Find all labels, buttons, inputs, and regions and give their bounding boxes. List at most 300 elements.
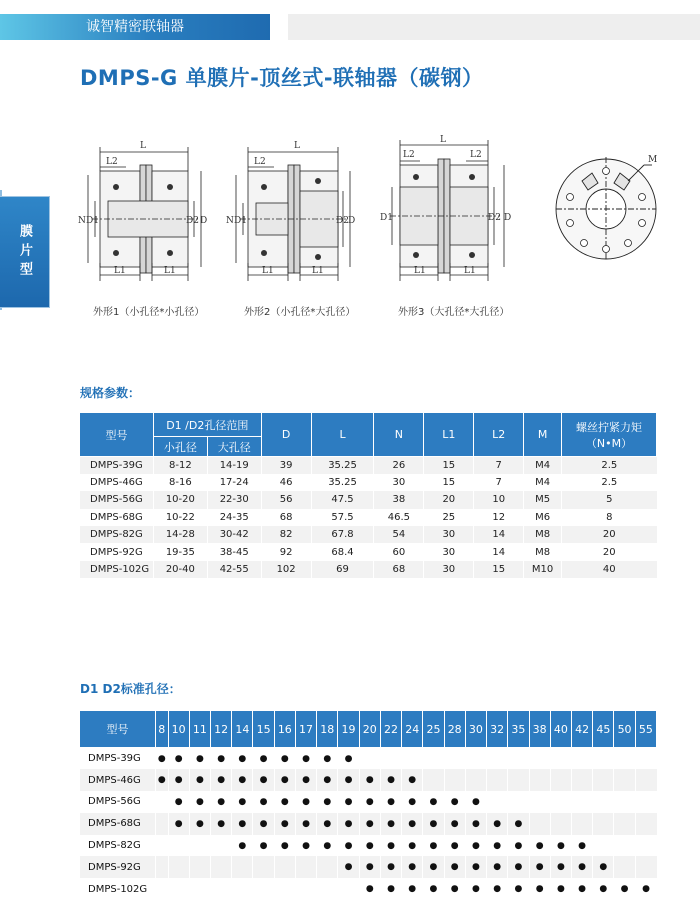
bore-available-dot: ● xyxy=(317,748,338,770)
spec-cell-m: M4 xyxy=(524,457,562,474)
th-bore-size: 8 xyxy=(156,711,169,748)
bore-cell-empty xyxy=(156,856,169,878)
spec-cell-large: 22-30 xyxy=(207,491,261,508)
bore-cell-empty xyxy=(189,835,210,857)
th-L: L xyxy=(311,413,374,457)
bore-cell-model: DMPS-68G xyxy=(80,813,156,835)
bore-available-dot: ● xyxy=(508,856,529,878)
th-bore-size: 15 xyxy=(253,711,274,748)
th-bore-range: D1 /D2孔径范围 xyxy=(153,413,261,437)
bore-available-dot: ● xyxy=(168,748,189,770)
th-bore-size: 55 xyxy=(635,711,656,748)
bore-cell-empty xyxy=(508,769,529,791)
spec-cell-n: 54 xyxy=(374,526,424,543)
bore-available-dot: ● xyxy=(402,878,423,900)
spec-cell-torque: 2.5 xyxy=(562,474,657,491)
spec-cell-l: 57.5 xyxy=(311,509,374,526)
spec-row xyxy=(80,491,657,508)
spec-table-body xyxy=(80,457,657,579)
bore-available-dot: ● xyxy=(295,835,316,857)
bore-cell-empty xyxy=(635,791,656,813)
bore-cell-empty xyxy=(156,835,169,857)
bore-available-dot: ● xyxy=(380,856,401,878)
spec-cell-l: 47.5 xyxy=(311,491,374,508)
dim-D1: D1 xyxy=(380,213,393,223)
bore-cell-empty xyxy=(571,769,592,791)
bore-available-dot: ● xyxy=(232,748,253,770)
th-bore-size: 11 xyxy=(189,711,210,748)
spec-cell-n: 30 xyxy=(374,474,424,491)
bore-available-dot: ● xyxy=(232,835,253,857)
spec-cell-l1: 20 xyxy=(424,491,474,508)
th-L2: L2 xyxy=(474,413,524,457)
bore-available-dot: ● xyxy=(465,835,486,857)
bore-available-dot: ● xyxy=(380,813,401,835)
bore-table-header xyxy=(80,711,657,748)
bore-available-dot: ● xyxy=(338,791,359,813)
drawing-shape-1 xyxy=(78,135,208,285)
spec-cell-d: 68 xyxy=(261,509,311,526)
dim-N: N xyxy=(78,216,86,226)
bore-cell-empty xyxy=(189,856,210,878)
bore-available-dot: ● xyxy=(465,878,486,900)
bore-available-dot: ● xyxy=(402,791,423,813)
bore-cell-empty xyxy=(571,791,592,813)
bore-cell-empty xyxy=(550,769,571,791)
spec-cell-torque: 5 xyxy=(562,491,657,508)
bore-cell-empty xyxy=(614,813,635,835)
bore-cell-empty xyxy=(508,748,529,770)
bore-cell-empty xyxy=(614,856,635,878)
spec-row xyxy=(80,509,657,526)
dim-D: D xyxy=(348,216,356,226)
bore-cell-empty xyxy=(253,856,274,878)
bore-cell-model: DMPS-82G xyxy=(80,835,156,857)
bore-available-dot: ● xyxy=(423,835,444,857)
bore-available-dot: ● xyxy=(402,835,423,857)
bore-cell-empty xyxy=(156,791,169,813)
dim-L1-left: L1 xyxy=(114,266,126,276)
dim-D1: D1 xyxy=(86,216,99,226)
spec-cell-l1: 30 xyxy=(424,561,474,578)
bore-available-dot: ● xyxy=(444,791,465,813)
bore-available-dot: ● xyxy=(529,835,550,857)
th-bore-size: 10 xyxy=(168,711,189,748)
spec-cell-d: 39 xyxy=(261,457,311,474)
bore-cell-empty xyxy=(571,813,592,835)
caption-shape-3: 外形3（大孔径*大孔径） xyxy=(398,307,510,318)
th-bore-size: 22 xyxy=(380,711,401,748)
bore-available-dot: ● xyxy=(444,878,465,900)
bore-cell-empty xyxy=(508,791,529,813)
spec-cell-small: 14-28 xyxy=(153,526,207,543)
th-bore-size: 12 xyxy=(211,711,232,748)
spec-cell-large: 17-24 xyxy=(207,474,261,491)
drawing-end-view xyxy=(548,135,668,265)
th-L1: L1 xyxy=(424,413,474,457)
bore-available-dot: ● xyxy=(295,813,316,835)
spec-cell-model: DMPS-39G xyxy=(80,457,154,474)
bore-available-dot: ● xyxy=(508,835,529,857)
bore-available-dot: ● xyxy=(402,813,423,835)
bore-available-dot: ● xyxy=(295,769,316,791)
spec-cell-l: 69 xyxy=(311,561,374,578)
dim-L2-left: L2 xyxy=(403,150,415,160)
spec-cell-large: 30-42 xyxy=(207,526,261,543)
spec-cell-m: M10 xyxy=(524,561,562,578)
bore-available-dot: ● xyxy=(444,835,465,857)
bore-available-dot: ● xyxy=(593,878,614,900)
bore-cell-empty xyxy=(156,878,169,900)
th-bore-size: 45 xyxy=(593,711,614,748)
bore-cell-empty xyxy=(211,856,232,878)
bore-available-dot: ● xyxy=(274,791,295,813)
bore-available-dot: ● xyxy=(359,856,380,878)
bore-available-dot: ● xyxy=(338,769,359,791)
spec-cell-n: 26 xyxy=(374,457,424,474)
spec-cell-model: DMPS-82G xyxy=(80,526,154,543)
spec-cell-small: 8-12 xyxy=(153,457,207,474)
bore-available-dot: ● xyxy=(593,856,614,878)
bore-available-dot: ● xyxy=(465,813,486,835)
spec-cell-torque: 40 xyxy=(562,561,657,578)
bore-cell-empty xyxy=(211,835,232,857)
bore-cell-empty xyxy=(593,769,614,791)
bore-row xyxy=(80,748,657,770)
spec-cell-l: 67.8 xyxy=(311,526,374,543)
bore-cell-empty xyxy=(529,791,550,813)
bore-available-dot: ● xyxy=(317,835,338,857)
spec-cell-torque: 2.5 xyxy=(562,457,657,474)
bore-cell-empty xyxy=(317,878,338,900)
bore-available-dot: ● xyxy=(380,769,401,791)
bore-available-dot: ● xyxy=(338,748,359,770)
th-bore-size: 24 xyxy=(402,711,423,748)
dim-L: L xyxy=(140,141,146,151)
spec-cell-l2: 14 xyxy=(474,543,524,560)
dim-N: N xyxy=(226,216,234,226)
bore-available-dot: ● xyxy=(189,791,210,813)
spec-cell-d: 46 xyxy=(261,474,311,491)
th-bore-size: 35 xyxy=(508,711,529,748)
bore-cell-empty xyxy=(635,856,656,878)
bore-cell-empty xyxy=(232,878,253,900)
bore-cell-empty xyxy=(593,813,614,835)
dim-D2: D2 xyxy=(186,216,199,226)
bore-available-dot: ● xyxy=(465,856,486,878)
bore-row xyxy=(80,835,657,857)
bore-cell-empty xyxy=(444,748,465,770)
bore-available-dot: ● xyxy=(529,878,550,900)
bore-available-dot: ● xyxy=(156,748,169,770)
bore-cell-model: DMPS-46G xyxy=(80,769,156,791)
header-bar xyxy=(288,14,700,40)
dim-L1-left: L1 xyxy=(262,266,274,276)
bore-available-dot: ● xyxy=(295,748,316,770)
spec-cell-m: M8 xyxy=(524,526,562,543)
bore-cell-empty xyxy=(529,748,550,770)
spec-cell-n: 68 xyxy=(374,561,424,578)
bore-cell-empty xyxy=(529,813,550,835)
dim-D1: D1 xyxy=(234,216,247,226)
bore-available-dot: ● xyxy=(253,769,274,791)
bore-available-dot: ● xyxy=(635,878,656,900)
spec-cell-l2: 7 xyxy=(474,474,524,491)
caption-shape-2: 外形2（小孔径*大孔径） xyxy=(244,307,356,318)
bore-available-dot: ● xyxy=(211,791,232,813)
bore-cell-empty xyxy=(359,748,380,770)
spec-cell-large: 14-19 xyxy=(207,457,261,474)
bore-available-dot: ● xyxy=(317,813,338,835)
bore-available-dot: ● xyxy=(168,769,189,791)
spec-cell-model: DMPS-68G xyxy=(80,509,154,526)
bore-available-dot: ● xyxy=(444,813,465,835)
bore-available-dot: ● xyxy=(359,769,380,791)
spec-cell-m: M4 xyxy=(524,474,562,491)
bore-cell-empty xyxy=(635,769,656,791)
spec-cell-m: M8 xyxy=(524,543,562,560)
bore-cell-model: DMPS-102G xyxy=(80,878,156,900)
bore-available-dot: ● xyxy=(274,748,295,770)
bore-cell-empty xyxy=(444,769,465,791)
bore-cell-empty xyxy=(550,748,571,770)
bore-cell-empty xyxy=(211,878,232,900)
dim-D: D xyxy=(200,216,208,226)
spec-cell-l2: 7 xyxy=(474,457,524,474)
bore-cell-empty xyxy=(614,835,635,857)
bore-cell-empty xyxy=(529,769,550,791)
bore-available-dot: ● xyxy=(253,813,274,835)
dim-D: D xyxy=(504,213,512,223)
bore-available-dot: ● xyxy=(380,835,401,857)
spec-cell-l1: 30 xyxy=(424,526,474,543)
bore-available-dot: ● xyxy=(359,878,380,900)
th-bore-size: 14 xyxy=(232,711,253,748)
dim-L1-left: L1 xyxy=(414,266,426,276)
dim-L: L xyxy=(440,135,446,145)
bore-cell-model: DMPS-92G xyxy=(80,856,156,878)
brand-banner xyxy=(0,14,270,40)
bore-cell-model: DMPS-56G xyxy=(80,791,156,813)
side-tab-label: 膜片型 xyxy=(17,223,32,281)
bore-available-dot: ● xyxy=(529,856,550,878)
th-bore-size: 40 xyxy=(550,711,571,748)
dim-L2-right: L2 xyxy=(470,150,482,160)
bore-available-dot: ● xyxy=(508,813,529,835)
bore-available-dot: ● xyxy=(550,835,571,857)
bore-available-dot: ● xyxy=(487,813,508,835)
spec-cell-torque: 20 xyxy=(562,526,657,543)
bore-available-dot: ● xyxy=(232,769,253,791)
spec-cell-large: 38-45 xyxy=(207,543,261,560)
bore-cell-empty xyxy=(253,878,274,900)
bore-available-dot: ● xyxy=(189,769,210,791)
bore-cell-empty xyxy=(614,769,635,791)
bore-available-dot: ● xyxy=(614,878,635,900)
bore-cell-empty xyxy=(593,791,614,813)
bore-row xyxy=(80,856,657,878)
bore-cell-empty xyxy=(156,813,169,835)
dim-L: L xyxy=(294,141,300,151)
bore-cell-empty xyxy=(317,856,338,878)
bore-available-dot: ● xyxy=(274,835,295,857)
bore-available-dot: ● xyxy=(423,791,444,813)
bore-available-dot: ● xyxy=(465,791,486,813)
th-M: M xyxy=(524,413,562,457)
bore-available-dot: ● xyxy=(359,791,380,813)
spec-cell-small: 10-22 xyxy=(153,509,207,526)
spec-cell-l1: 25 xyxy=(424,509,474,526)
bore-available-dot: ● xyxy=(380,791,401,813)
spec-row xyxy=(80,526,657,543)
bore-section-title: D1 D2标准孔径： xyxy=(80,682,181,696)
th-D: D xyxy=(261,413,311,457)
brand-name: 诚智精密联轴器 xyxy=(86,19,184,35)
spec-table xyxy=(79,412,657,578)
bore-available-dot: ● xyxy=(571,856,592,878)
dim-L1-right: L1 xyxy=(464,266,476,276)
th-bore-size: 17 xyxy=(295,711,316,748)
bore-available-dot: ● xyxy=(444,856,465,878)
bore-available-dot: ● xyxy=(317,769,338,791)
bore-cell-empty xyxy=(571,748,592,770)
spec-cell-l: 35.25 xyxy=(311,474,374,491)
bore-available-dot: ● xyxy=(295,791,316,813)
th-bore-size: 20 xyxy=(359,711,380,748)
th-small-bore: 小孔径 xyxy=(153,437,207,457)
th-bore-size: 50 xyxy=(614,711,635,748)
spec-row xyxy=(80,543,657,560)
bore-available-dot: ● xyxy=(487,856,508,878)
dim-L1-right: L1 xyxy=(164,266,176,276)
bore-available-dot: ● xyxy=(211,748,232,770)
dim-D2: D2 xyxy=(336,216,349,226)
dim-D2: D2 xyxy=(488,213,501,223)
bore-available-dot: ● xyxy=(338,813,359,835)
spec-cell-model: DMPS-46G xyxy=(80,474,154,491)
spec-cell-small: 8-16 xyxy=(153,474,207,491)
th-bore-size: 16 xyxy=(274,711,295,748)
bore-cell-empty xyxy=(338,878,359,900)
bore-available-dot: ● xyxy=(487,878,508,900)
bore-available-dot: ● xyxy=(571,835,592,857)
th-N: N xyxy=(374,413,424,457)
bore-available-dot: ● xyxy=(189,748,210,770)
bore-available-dot: ● xyxy=(359,835,380,857)
bore-cell-empty xyxy=(550,791,571,813)
bore-cell-empty xyxy=(487,748,508,770)
bore-table xyxy=(79,710,657,900)
bore-row xyxy=(80,791,657,813)
bore-cell-empty xyxy=(487,791,508,813)
spec-cell-l1: 30 xyxy=(424,543,474,560)
spec-cell-l: 35.25 xyxy=(311,457,374,474)
bore-cell-empty xyxy=(274,878,295,900)
bore-available-dot: ● xyxy=(402,856,423,878)
bore-cell-empty xyxy=(465,748,486,770)
spec-cell-l2: 12 xyxy=(474,509,524,526)
dim-L2: L2 xyxy=(106,157,118,167)
spec-cell-n: 60 xyxy=(374,543,424,560)
spec-cell-d: 102 xyxy=(261,561,311,578)
spec-cell-m: M6 xyxy=(524,509,562,526)
bore-available-dot: ● xyxy=(211,813,232,835)
th-large-bore: 大孔径 xyxy=(207,437,261,457)
th-bore-size: 38 xyxy=(529,711,550,748)
bore-available-dot: ● xyxy=(487,835,508,857)
spec-row xyxy=(80,474,657,491)
spec-cell-torque: 8 xyxy=(562,509,657,526)
technical-drawings xyxy=(0,135,700,285)
bore-row xyxy=(80,769,657,791)
dim-L1-right: L1 xyxy=(312,266,324,276)
bore-available-dot: ● xyxy=(380,878,401,900)
bore-cell-empty xyxy=(423,748,444,770)
spec-cell-l1: 15 xyxy=(424,474,474,491)
bore-available-dot: ● xyxy=(338,835,359,857)
bore-available-dot: ● xyxy=(168,791,189,813)
bore-cell-empty xyxy=(487,769,508,791)
spec-cell-l2: 10 xyxy=(474,491,524,508)
bore-cell-empty xyxy=(614,748,635,770)
bore-cell-empty xyxy=(550,813,571,835)
bore-cell-empty xyxy=(295,878,316,900)
spec-cell-small: 10-20 xyxy=(153,491,207,508)
bore-cell-model: DMPS-39G xyxy=(80,748,156,770)
bore-table-body xyxy=(80,748,657,901)
drawing-shape-3 xyxy=(378,135,513,285)
bore-cell-empty xyxy=(168,878,189,900)
bore-cell-empty xyxy=(380,748,401,770)
th-bore-size: 18 xyxy=(317,711,338,748)
spec-cell-large: 24-35 xyxy=(207,509,261,526)
dim-M: M xyxy=(648,155,658,165)
spec-cell-d: 92 xyxy=(261,543,311,560)
bore-row xyxy=(80,878,657,900)
bore-cell-empty xyxy=(423,769,444,791)
bore-cell-empty xyxy=(274,856,295,878)
spec-cell-l2: 14 xyxy=(474,526,524,543)
spec-cell-model: DMPS-92G xyxy=(80,543,154,560)
bore-available-dot: ● xyxy=(359,813,380,835)
bore-available-dot: ● xyxy=(168,813,189,835)
th-bore-size: 19 xyxy=(338,711,359,748)
bore-available-dot: ● xyxy=(253,748,274,770)
bore-cell-empty xyxy=(402,748,423,770)
th-bore-model: 型号 xyxy=(80,711,156,748)
bore-cell-empty xyxy=(635,813,656,835)
bore-available-dot: ● xyxy=(317,791,338,813)
bore-cell-empty xyxy=(593,835,614,857)
spec-section-title: 规格参数： xyxy=(80,386,141,400)
spec-row xyxy=(80,457,657,474)
spec-cell-d: 82 xyxy=(261,526,311,543)
bore-available-dot: ● xyxy=(550,856,571,878)
bore-cell-empty xyxy=(295,856,316,878)
bore-cell-empty xyxy=(168,856,189,878)
spec-cell-l1: 15 xyxy=(424,457,474,474)
th-model: 型号 xyxy=(80,413,154,457)
spec-cell-n: 38 xyxy=(374,491,424,508)
bore-row xyxy=(80,813,657,835)
th-bore-size: 28 xyxy=(444,711,465,748)
bore-available-dot: ● xyxy=(274,769,295,791)
bore-available-dot: ● xyxy=(550,878,571,900)
bore-available-dot: ● xyxy=(571,878,592,900)
bore-available-dot: ● xyxy=(274,813,295,835)
spec-cell-small: 20-40 xyxy=(153,561,207,578)
bore-available-dot: ● xyxy=(423,856,444,878)
